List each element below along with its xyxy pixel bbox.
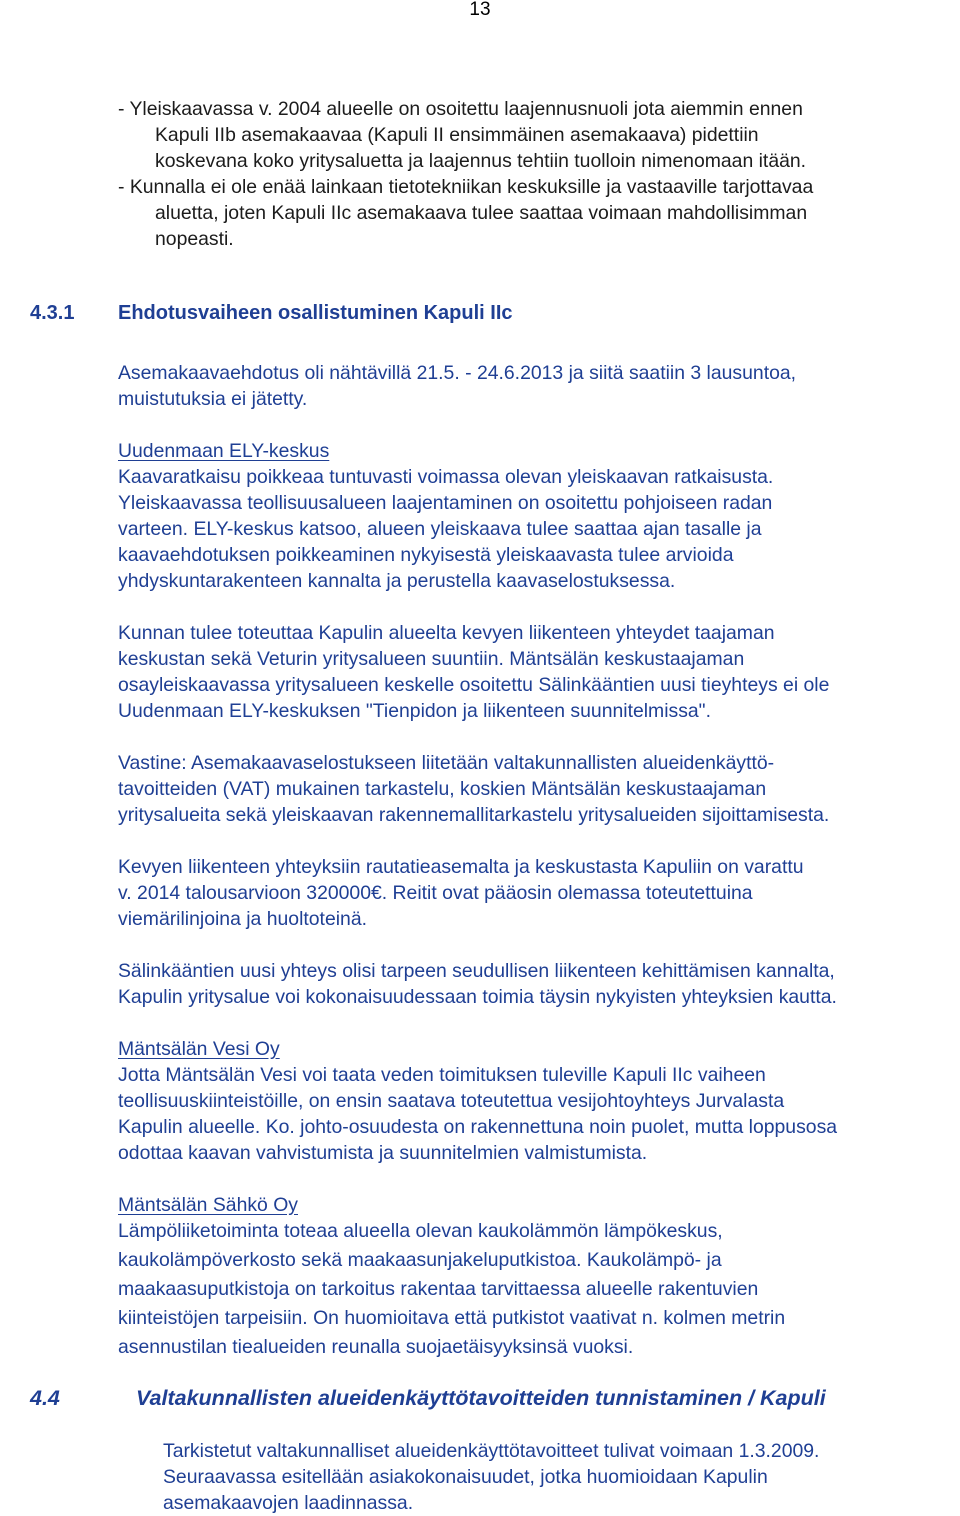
- bullet-1-line-2: Kapuli IIb asemakaavaa (Kapuli II ensimmäinen asemakaava) pidettiin: [155, 124, 759, 146]
- traffic-line-4: Uudenmaan ELY-keskuksen "Tienpidon ja liikenteen suunnitelmissa".: [118, 700, 711, 722]
- page-number: 13: [469, 0, 491, 20]
- response-line-3: yritysalueita sekä yleiskaavan rakennemallitarkastelu yritysalueiden sijoittamisesta.: [118, 804, 830, 826]
- section-44-line-1: Tarkistetut valtakunnalliset alueidenkäyttötavoitteet tulivat voimaan 1.3.2009.: [163, 1440, 820, 1462]
- sahko-heading: Mäntsälän Sähkö Oy: [118, 1194, 298, 1216]
- road-line-1: Sälinkääntien uusi yhteys olisi tarpeen seudullisen liikenteen kehittämisen kannalta,: [118, 960, 835, 982]
- ely-line-3: varteen. ELY-keskus katsoo, alueen yleiskaava tulee saattaa ajan tasalle ja: [118, 518, 762, 540]
- section-44-title: Valtakunnallisten alueidenkäyttötavoitteiden tunnistaminen / Kapuli: [136, 1386, 826, 1410]
- sahko-line-4: kiinteistöjen tarpeisiin. On huomioitava että putkistot vaativat n. kolmen metrin: [118, 1307, 786, 1329]
- bullet-2-line-1: - Kunnalla ei ole enää lainkaan tietotekniikan keskuksille ja vastaaville tarjottavaa: [118, 176, 814, 198]
- budget-line-1: Kevyen liikenteen yhteyksiin rautatieasemalta ja keskustasta Kapuliin on varattu: [118, 856, 804, 878]
- road-line-2: Kapulin yritysalue voi kokonaisuudessaan toimia täysin nykyisten yhteyksien kautta.: [118, 986, 837, 1008]
- bullet-1-line-3: koskevana koko yritysaluetta ja laajennus tehtiin tuolloin nimenomaan itään.: [155, 150, 807, 172]
- ely-heading: Uudenmaan ELY-keskus: [118, 440, 330, 462]
- traffic-line-1: Kunnan tulee toteuttaa Kapulin alueelta kevyen liikenteen yhteydet taajaman: [118, 622, 775, 644]
- traffic-line-2: keskustan sekä Veturin yritysalueen suuntiin. Mäntsälän keskustaajaman: [118, 648, 745, 670]
- vesi-line-2: teollisuuskiinteistöille, on ensin saatava toteutettua vesijohtoyhteys Jurvalasta: [118, 1090, 785, 1112]
- vesi-heading: Mäntsälän Vesi Oy: [118, 1038, 280, 1060]
- sahko-line-1: Lämpöliiketoiminta toteaa alueella olevan kaukolämmön lämpökeskus,: [118, 1220, 723, 1242]
- vesi-line-3: Kapulin alueelle. Ko. johto-osuudesta on rakennettuna noin puolet, mutta loppusosa: [118, 1116, 838, 1138]
- ely-line-1: Kaavaratkaisu poikkeaa tuntuvasti voimassa olevan yleiskaavan ratkaisusta.: [118, 466, 774, 488]
- bullet-2-line-3: nopeasti.: [155, 228, 234, 250]
- vesi-line-4: odottaa kaavan vahvistumista ja suunnitelmien valmistumista.: [118, 1142, 648, 1164]
- response-line-1: Vastine: Asemakaavaselostukseen liitetään valtakunnallisten alueidenkäyttö-: [118, 752, 775, 774]
- response-line-2: tavoitteiden (VAT) mukainen tarkastelu, koskien Mäntsälän keskustaajaman: [118, 778, 767, 800]
- traffic-line-3: osayleiskaavassa yritysalueen keskelle osoitettu Sälinkääntien uusi tieyhteys ei ole: [118, 674, 830, 696]
- section-44-line-3: asemakaavojen laadinnassa.: [163, 1492, 414, 1514]
- section-44-number: 4.4: [30, 1386, 60, 1410]
- sahko-line-2: kaukolämpöverkosto sekä maakaasunjakeluputkistoa. Kaukolämpö- ja: [118, 1249, 722, 1271]
- vesi-line-1: Jotta Mäntsälän Vesi voi taata veden toimituksen tuleville Kapuli IIc vaiheen: [118, 1064, 766, 1086]
- sahko-line-3: maakaasuputkistoja on tarkoitus rakentaa tarvittaessa alueelle rakentuvien: [118, 1278, 759, 1300]
- sahko-line-5: asennustilan tiealueiden reunalla suojaetäisyyksinsä vuoksi.: [118, 1336, 634, 1358]
- section-431-intro-1: Asemakaavaehdotus oli nähtävillä 21.5. - 24.6.2013 ja siitä saatiin 3 lausuntoa,: [118, 362, 797, 384]
- budget-line-3: viemärilinjoina ja huoltoteinä.: [118, 908, 367, 930]
- ely-line-2: Yleiskaavassa teollisuusalueen laajentaminen on osoitettu pohjoiseen radan: [118, 492, 773, 514]
- ely-line-4: kaavaehdotuksen poikkeaminen nykyisestä yleiskaavasta tulee arvioida: [118, 544, 734, 566]
- ely-line-5: yhdyskuntarakenteen kannalta ja perustella kaavaselostuksessa.: [118, 570, 676, 592]
- bullet-2-line-2: aluetta, joten Kapuli IIc asemakaava tulee saattaa voimaan mahdollisimman: [155, 202, 808, 224]
- section-431-intro-2: muistutuksia ei jätetty.: [118, 388, 308, 410]
- section-44-line-2: Seuraavassa esitellään asiakokonaisuudet, jotka huomioidaan Kapulin: [163, 1466, 768, 1488]
- budget-line-2: v. 2014 talousarvioon 320000€. Reitit ovat pääosin olemassa toteutettuina: [118, 882, 753, 904]
- bullet-1-line-1: - Yleiskaavassa v. 2004 alueelle on osoitettu laajennusnuoli jota aiemmin ennen: [118, 98, 803, 120]
- section-431-title: Ehdotusvaiheen osallistuminen Kapuli IIc: [118, 302, 513, 324]
- section-431-number: 4.3.1: [30, 302, 75, 324]
